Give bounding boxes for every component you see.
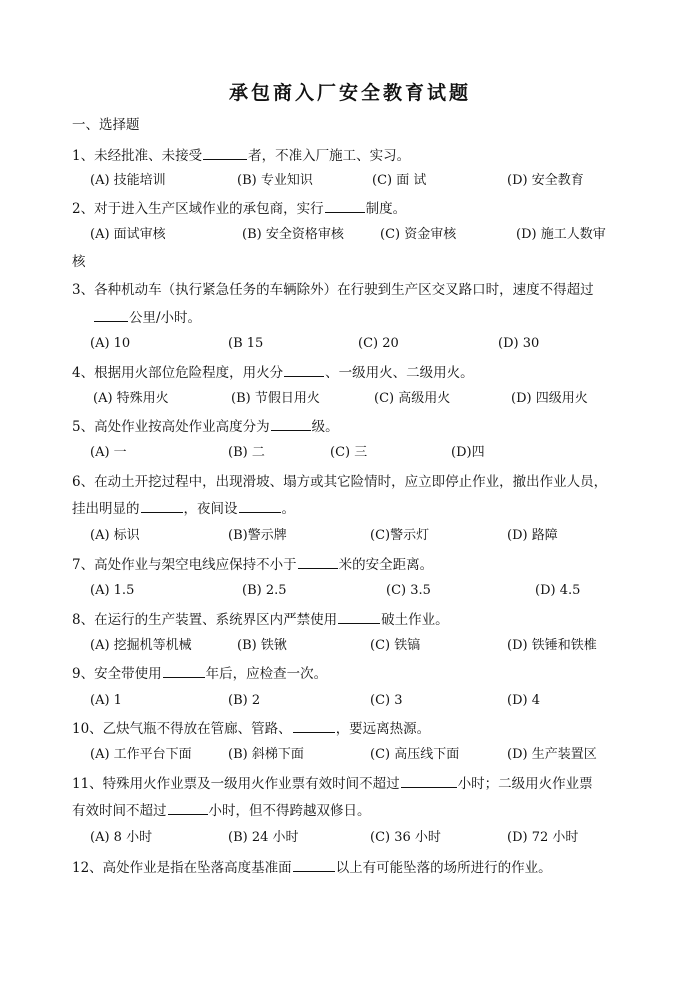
- question-5: 5、高处作业按高处作业高度分为 级。: [72, 419, 339, 435]
- option-d: (D) 安全教育: [507, 173, 584, 188]
- question-1: 1、未经批准、未接受 者，不准入厂施工、实习。: [72, 148, 411, 164]
- option-b: (B)警示牌: [228, 528, 287, 543]
- answer-blank: [94, 308, 128, 322]
- question-4: 4、根据用火部位危险程度，用火分 、一级用火、二级用火。: [72, 365, 474, 381]
- option-d: (D) 4.5: [535, 583, 581, 598]
- question-2: 2、对于进入生产区域作业的承包商，实行 制度。: [72, 201, 407, 217]
- option-c: (C) 36 小时: [370, 830, 441, 845]
- question-6: 6、在动土开挖过程中，出现滑坡、塌方或其它险情时，应立即停止作业，撤出作业人员，: [72, 474, 608, 490]
- answer-blank: [141, 499, 183, 513]
- question-10: 10、乙炔气瓶不得放在管廊、管路、 ，要远离热源。: [72, 721, 431, 737]
- answer-blank: [163, 664, 205, 678]
- option-d: (D) 4: [507, 693, 540, 708]
- option-b: (B) 节假日用火: [231, 391, 320, 406]
- option-c: (C) 3.5: [386, 583, 431, 598]
- answer-blank: [293, 719, 335, 733]
- question-11-cont: 有效时间不超过 小时，但不得跨越双修日。: [72, 803, 371, 819]
- option-a: (A) 特殊用火: [93, 391, 169, 406]
- option-d: (D)四: [451, 445, 485, 460]
- option-b: (B) 24 小时: [228, 830, 299, 845]
- answer-blank: [293, 858, 335, 872]
- option-c: (C)警示灯: [370, 528, 430, 543]
- option-c: (C) 三: [330, 445, 368, 460]
- page-title: 承包商入厂安全教育试题: [228, 82, 471, 104]
- question-3: 3、各种机动车（执行紧急任务的车辆除外）在行驶到生产区交叉路口时，速度不得超过: [72, 282, 594, 298]
- option-c: (C) 资金审核: [380, 227, 457, 242]
- option-d: (D) 72 小时: [507, 830, 579, 845]
- option-b: (B) 斜梯下面: [228, 747, 304, 762]
- option-d: (D) 路障: [507, 528, 558, 543]
- option-d: (D) 生产装置区: [507, 747, 597, 762]
- answer-blank: [325, 199, 365, 213]
- option-a: (A) 10: [90, 336, 131, 351]
- option-b: (B) 铁锹: [237, 638, 287, 653]
- option-b: (B) 2: [228, 693, 261, 708]
- option-a: (A) 工作平台下面: [90, 747, 192, 762]
- option-a: (A) 技能培训: [90, 173, 166, 188]
- option-a: (A) 8 小时: [90, 830, 153, 845]
- option-a: (A) 标识: [90, 528, 140, 543]
- option-a: (A) 面试审核: [90, 227, 166, 242]
- option-d: (D) 施工人数审: [516, 227, 606, 242]
- question-12: 12、高处作业是指在坠落高度基准面 以上有可能坠落的场所进行的作业。: [72, 860, 552, 876]
- option-c: (C) 面 试: [372, 173, 427, 188]
- question-6-cont: 挂出明显的 ，夜间设 。: [72, 501, 295, 517]
- question-8: 8、在运行的生产装置、系统界区内严禁使用 破土作业。: [72, 612, 449, 628]
- question-7: 7、高处作业与架空电线应保持不小于 米的安全距离。: [72, 557, 434, 573]
- answer-blank: [203, 146, 247, 160]
- option-a: (A) 1.5: [90, 583, 135, 598]
- answer-blank: [338, 610, 380, 624]
- option-d: (D) 铁锤和铁椎: [507, 638, 597, 653]
- option-c: (C) 高级用火: [374, 391, 451, 406]
- answer-blank: [271, 417, 311, 431]
- wrapped-text: 核: [72, 254, 86, 270]
- answer-blank: [298, 555, 338, 569]
- option-d: (D) 30: [498, 336, 540, 351]
- option-c: (C) 20: [358, 336, 399, 351]
- answer-blank: [401, 774, 457, 788]
- option-a: (A) 一: [90, 445, 127, 460]
- answer-blank: [284, 363, 324, 377]
- option-c: (C) 3: [370, 693, 403, 708]
- option-d: (D) 四级用火: [511, 391, 588, 406]
- question-11: 11、特殊用火作业票及一级用火作业票有效时间不超过 小时；二级用火作业票: [72, 776, 593, 792]
- answer-blank: [239, 499, 281, 513]
- option-a: (A) 1: [90, 693, 122, 708]
- option-c: (C) 铁镐: [370, 638, 421, 653]
- option-b: (B 15: [228, 336, 264, 351]
- question-3-cont: 公里/小时。: [93, 308, 201, 327]
- section-heading: 一、选择题: [72, 117, 140, 133]
- option-b: (B) 二: [228, 445, 265, 460]
- answer-blank: [168, 801, 208, 815]
- option-b: (B) 2.5: [242, 583, 287, 598]
- option-b: (B) 安全资格审核: [242, 227, 344, 242]
- option-c: (C) 高压线下面: [370, 747, 460, 762]
- option-a: (A) 挖掘机等机械: [90, 638, 192, 653]
- option-b: (B) 专业知识: [237, 173, 313, 188]
- question-9: 9、安全带使用 年后，应检查一次。: [72, 666, 328, 682]
